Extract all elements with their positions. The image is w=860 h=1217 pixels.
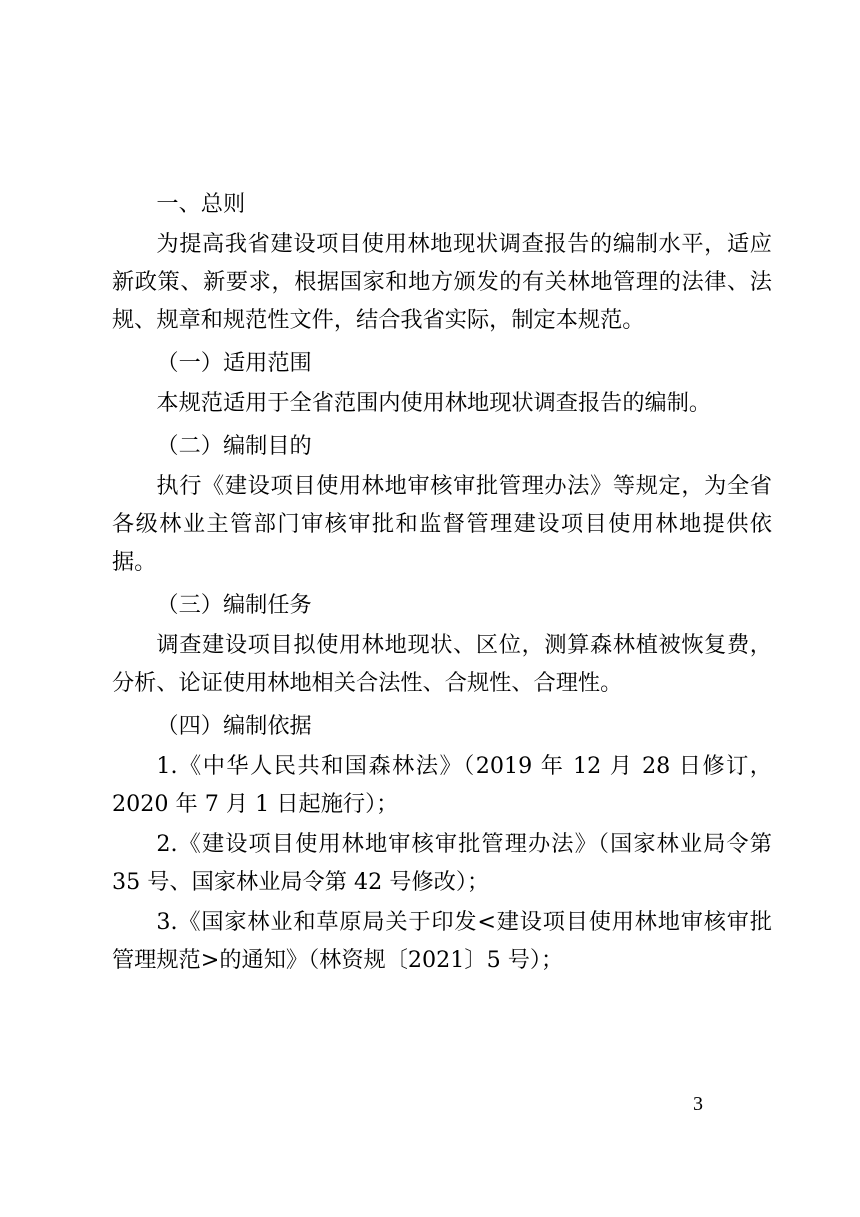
subsection-heading-scope: （一）适用范围 [156, 350, 312, 376]
subsection-body-purpose: 执行《建设项目使用林地审核审批管理办法》等规定，为全省各级林业主管部门审核审批和监督管理建设项目使用林地提供依据。 [112, 473, 772, 575]
subsection-heading-task: （三）编制任务 [156, 592, 312, 618]
basis-item-2: 2.《建设项目使用林地审核审批管理办法》（国家林业局令第 35 号、国家林业局令第 42 号修改）； [112, 831, 772, 895]
section-heading: 一、总则 [156, 191, 246, 217]
intro-paragraph: 为提高我省建设项目使用林地现状调查报告的编制水平，适应新政策、新要求，根据国家和地方颁发的有关林地管理的法律、法规、规章和规范性文件，结合我省实际，制定本规范。 [112, 231, 772, 333]
subsection-body-task: 调查建设项目拟使用林地现状、区位，测算森林植被恢复费，分析、论证使用林地相关合法性、合规性、合理性。 [112, 632, 772, 696]
document-body [112, 185, 772, 979]
basis-item-3: 3.《国家林业和草原局关于印发<建设项目使用林地审核审批管理规范>的通知》（林资规〔2021〕5 号）； [112, 909, 772, 973]
page-number: 3 [693, 1093, 703, 1115]
subsection-body-scope: 本规范适用于全省范围内使用林地现状调查报告的编制。 [156, 390, 712, 416]
subsection-heading-basis: （四）编制依据 [156, 713, 312, 739]
subsection-heading-purpose: （二）编制目的 [156, 433, 312, 459]
basis-item-1: 1.《中华人民共和国森林法》（2019 年 12 月 28 日修订，2020 年 7 月 1 日起施行）； [112, 753, 772, 817]
